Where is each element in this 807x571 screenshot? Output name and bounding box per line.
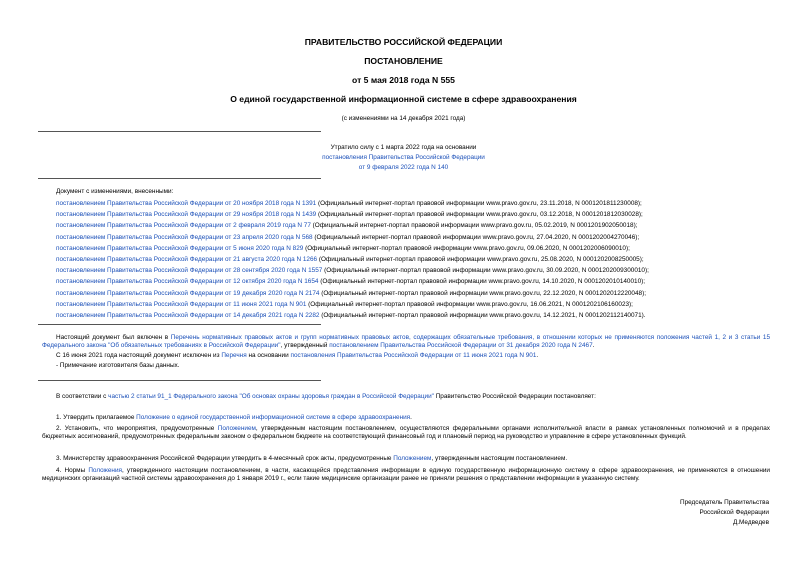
status-text: Утратило силу с 1 марта 2022 года на основании xyxy=(330,144,477,151)
change-item xyxy=(56,200,642,208)
publication-info: (Официальный интернет-портал правовой информации www.pravo.gov.ru, 14.12.2021, N 0001202112140071). xyxy=(319,312,646,319)
item-3 xyxy=(42,455,770,463)
publication-info: (Официальный интернет-портал правовой информации www.pravo.gov.ru, 27.04.2020, N 0001202004270046); xyxy=(312,233,640,241)
amending-decree-link[interactable]: постановлением Правительства Российской Федерации от 28 сентября 2020 года N 1557 xyxy=(56,267,323,275)
date-number: от 5 мая 2018 года N 555 xyxy=(352,75,455,85)
list-link[interactable]: Перечня xyxy=(221,352,247,359)
publication-info: (Официальный интернет-портал правовой информации www.pravo.gov.ru, 09.06.2020, N 0001202006090010); xyxy=(303,244,630,252)
regulation-link[interactable]: Положения xyxy=(88,467,122,474)
regulation-link[interactable]: Положением xyxy=(393,455,432,462)
body-text: 3. Министерству здравоохранения Российской Федерации утвердить в 4-месячный срок акты, предусмотренные xyxy=(56,455,394,462)
publication-info: (Официальный интернет-портал правовой информации www.pravo.gov.ru, 14.10.2020, N 0001202010140010); xyxy=(318,278,646,286)
obligatory-requirements-list-link[interactable]: Перечень нормативных правовых актов и групп нормативных правовых актов, содержащих обязательные требования, в отношении которых не применяются положения частей 1, 2 и 3 статьи 15 Федерального закона "Об обязательных требованиях в Российской Федерации" xyxy=(42,334,771,350)
item-2 xyxy=(42,425,770,442)
note-text: С 16 июня 2021 года настоящий документ исключен из xyxy=(56,352,222,359)
regulation-link[interactable]: Положение о единой государственной информационной системе в сфере здравоохранения xyxy=(136,414,411,421)
decree-2467-link[interactable]: постановлением Правительства Российской Федерации от 31 декабря 2020 года N 2467 xyxy=(329,342,593,350)
publication-info: (Официальный интернет-портал правовой информации www.pravo.gov.ru, 30.09.2020, N 0001202009300010); xyxy=(322,267,649,275)
item-1 xyxy=(42,414,770,422)
publication-info: (Официальный интернет-портал правовой информации www.pravo.gov.ru, 22.12.2020, N 0001202012220048); xyxy=(319,289,647,297)
note-text: , утвержденный xyxy=(280,342,330,350)
body-text: , утвержденного настоящим постановлением, в части, касающейся представления информации в единую государственную информационную систему в сфере здравоохранения, не применяются в отношении медицинских организаций частной системы здравоохранения до 1 января 2019 г., если такие медицинские организации ранее не приняли решения о представлении информации в указанную систему. xyxy=(42,467,770,483)
org-heading: ПРАВИТЕЛЬСТВО РОССИЙСКОЙ ФЕДЕРАЦИИ xyxy=(304,37,503,47)
change-item xyxy=(56,245,630,253)
regulation-link[interactable]: Положением xyxy=(217,425,256,432)
body-text: 4. Нормы xyxy=(56,467,89,474)
changes-intro: Документ с изменениями, внесенными: xyxy=(56,188,174,195)
amending-decree-link[interactable]: постановлением Правительства Российской Федерации от 20 ноября 2018 года N 1391 xyxy=(56,200,317,207)
repeal-link-date[interactable]: от 9 февраля 2022 года N 140 xyxy=(358,164,449,171)
amending-decree-link[interactable]: постановлением Правительства Российской Федерации от 12 октября 2020 года N 1654 xyxy=(56,278,319,286)
doc-type-heading: ПОСТАНОВЛЕНИЕ xyxy=(364,56,443,66)
divider xyxy=(38,380,321,381)
exclusion-note xyxy=(42,352,770,360)
change-item xyxy=(56,256,644,264)
change-item xyxy=(56,222,637,230)
amending-decree-link[interactable]: постановлением Правительства Российской Федерации от 5 июня 2020 года N 829 xyxy=(56,244,304,252)
signature-block xyxy=(680,498,769,528)
inclusion-note xyxy=(42,334,770,351)
db-note: - Примечание изготовителя базы данных. xyxy=(56,362,180,369)
change-item xyxy=(56,234,639,242)
body-text: В соответствии с xyxy=(56,393,109,400)
repeal-link[interactable]: постановления Правительства Российской Федерации xyxy=(322,154,485,161)
publication-info: (Официальный интернет-портал правовой информации www.pravo.gov.ru, 03.12.2018, N 0001201812030028); xyxy=(316,211,643,219)
body-text: 1. Утвердить прилагаемое xyxy=(56,414,137,421)
body-text: . xyxy=(410,414,412,421)
amending-decree-link[interactable]: постановлением Правительства Российской Федерации от 23 апреля 2020 года N 568 xyxy=(56,233,313,241)
change-item xyxy=(56,211,643,219)
amending-decree-link[interactable]: постановлением Правительства Российской Федерации от 21 августа 2020 года N 1266 xyxy=(56,256,318,263)
amending-decree-link[interactable]: постановлением Правительства Российской Федерации от 29 ноября 2018 года N 1439 xyxy=(56,211,317,219)
amending-decree-link[interactable]: постановлением Правительства Российской Федерации от 11 июня 2021 года N 901 xyxy=(56,300,307,308)
preamble xyxy=(42,393,770,401)
note-text: . xyxy=(536,352,539,359)
signature-name: Д.Медведев xyxy=(732,519,769,526)
document-title: О единой государственной информационной системе в сфере здравоохранения xyxy=(230,94,577,104)
amending-decree-link[interactable]: постановлением Правительства Российской Федерации от 14 декабря 2021 года N 2282 xyxy=(56,312,320,319)
publication-info: (Официальный интернет-портал правовой информации www.pravo.gov.ru, 23.11.2018, N 0001201811230008); xyxy=(316,200,642,207)
body-text: , утвержденным настоящим постановлением. xyxy=(431,455,568,462)
change-item xyxy=(56,278,645,286)
divider xyxy=(38,178,321,179)
change-item xyxy=(56,290,646,298)
status-block xyxy=(0,143,807,173)
amending-decree-link[interactable]: постановлением Правительства Российской Федерации от 2 февраля 2019 года N 77 xyxy=(56,222,311,230)
decree-901-link[interactable]: постановления Правительства Российской Федерации от 11 июня 2021 года N 901 xyxy=(290,352,537,359)
publication-info: (Официальный интернет-портал правовой информации www.pravo.gov.ru, 16.06.2021, N 0001202106160023); xyxy=(306,300,633,308)
amending-decree-link[interactable]: постановлением Правительства Российской Федерации от 19 декабря 2020 года N 2174 xyxy=(56,289,320,297)
signature-position: Председатель Правительства xyxy=(680,499,769,506)
change-item xyxy=(56,267,649,275)
edition-note: (с изменениями на 14 декабря 2021 года) xyxy=(341,115,466,122)
note-text: на основании xyxy=(246,352,291,359)
publication-info: (Официальный интернет-портал правовой информации www.pravo.gov.ru, 25.08.2020, N 0001202008250005); xyxy=(317,256,644,263)
item-4 xyxy=(42,467,770,484)
publication-info: (Официальный интернет-портал правовой информации www.pravo.gov.ru, 05.02.2019, N 0001201902050018); xyxy=(310,222,638,230)
divider xyxy=(38,324,321,325)
federal-law-link[interactable]: частью 2 статьи 91_1 Федерального закона "Об основах охраны здоровья граждан в Российской Федерации" xyxy=(108,393,434,400)
note-text: Настоящий документ был включен в xyxy=(56,334,171,341)
signature-position-org: Российской Федерации xyxy=(699,509,769,516)
change-item xyxy=(56,312,646,320)
note-text: . xyxy=(592,342,595,350)
divider xyxy=(38,131,321,132)
body-text: 2. Установить, что мероприятия, предусмотренные xyxy=(56,425,218,432)
body-text: , утвержденным настоящим постановлением, осуществляются федеральными органами исполнительной власти в рамках установленных полномочий и в пределах бюджетных ассигнований, предусмотренных федеральным законом о федеральном бюджете на соответствующий финансовый год и плановый период на руководство и управление в сфере установленных функций. xyxy=(42,425,770,441)
change-item xyxy=(56,301,633,309)
body-text: Правительство Российской Федерации постановляет: xyxy=(433,393,596,400)
